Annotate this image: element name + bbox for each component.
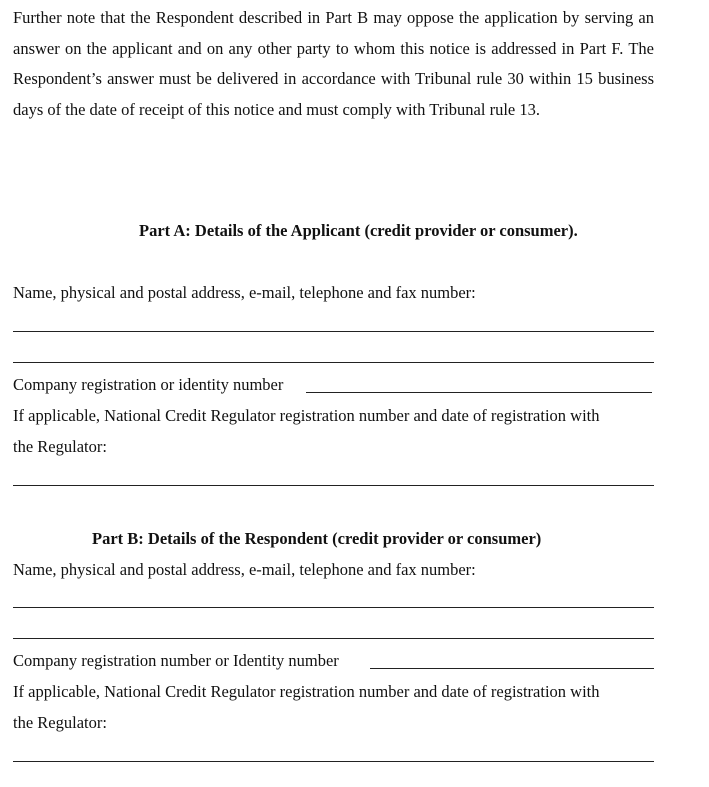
part-a-name-field-line-2[interactable]: [13, 362, 654, 363]
part-a-ncr-label-line-1: If applicable, National Credit Regulator registration number and date of registration with: [13, 406, 600, 425]
part-a-company-label: Company registration or identity number: [13, 375, 284, 394]
part-b-company-label: Company registration number or Identity number: [13, 651, 339, 670]
part-b-ncr-field-line[interactable]: [13, 761, 654, 762]
part-b-ncr-label-line-1: If applicable, National Credit Regulator registration number and date of registration with: [13, 682, 600, 701]
part-b-name-field-line-2[interactable]: [13, 638, 654, 639]
intro-paragraph: Further note that the Respondent described in Part B may oppose the application by serving an answer on the applicant and on any other party to whom this notice is addressed in Part F. The Respondent’s answer must be delivered in accordance with Tribunal rule 30 within 15 business days of the date of receipt of this notice and must comply with Tribunal rule 13.: [13, 8, 654, 119]
part-a-name-field-line-1[interactable]: [13, 331, 654, 332]
part-b-name-label: Name, physical and postal address, e-mail, telephone and fax number:: [13, 560, 476, 579]
part-a-company-field[interactable]: [306, 392, 652, 393]
part-b-heading-text: Part B: Details of the Respondent (credit provider or consumer): [92, 529, 542, 548]
part-b-company-field[interactable]: [370, 668, 654, 669]
part-a-heading-text: Part A: Details of the Applicant (credit provider or consumer).: [139, 221, 578, 240]
part-b-name-field-line-1[interactable]: [13, 607, 654, 608]
part-b-ncr-label-line-2: the Regulator:: [13, 713, 107, 732]
part-a-name-label: Name, physical and postal address, e-mail, telephone and fax number:: [13, 283, 476, 302]
part-a-ncr-field-line[interactable]: [13, 485, 654, 486]
part-a-ncr-label-line-2: the Regulator:: [13, 437, 107, 456]
